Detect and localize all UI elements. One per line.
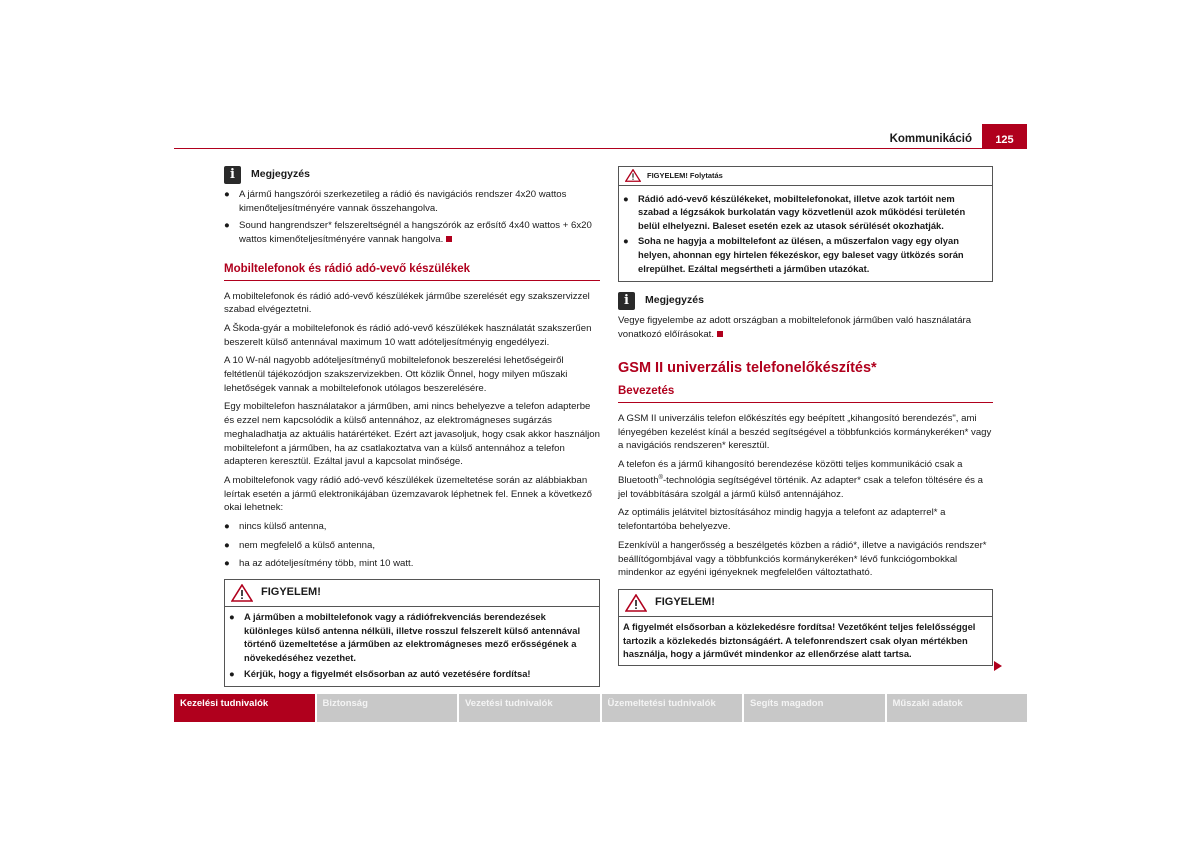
next-page-arrow-icon[interactable] [994,661,1002,671]
paragraph: A Škoda-gyár a mobiltelefonok és rádió adó-vevő készülékek használatát szakszerűen beszerelt külső antennával maximum 10 watt adóteljesítményig engedélyezi. [224,322,592,348]
list-item-text: ha az adóteljesítmény több, mint 10 watt. [239,558,414,570]
list-item [224,557,600,571]
warning-title: FIGYELEM! Folytatás [647,171,723,180]
list-item [623,192,988,233]
paragraph: Az optimális jelátvitel biztosításához mindig hagyja a telefont az adapterrel* a telefontartóba behelyezve. [618,507,946,533]
warning-body: A figyelmét elsősorban a közlekedésre fordítsa! Vezetőként teljes felelősséggel tartozik a közlekedés biztonságáért. A telefonrendszert csak olyan mértékben használja, hogy a járművét mindenkor az ellenőrzése alatt tartsa. [623,621,976,660]
warning-box [618,589,993,666]
paragraph: Ezenkívül a hangerősség a beszélgetés közben a rádió*, illetve a navigációs rendszer* beállítógombjával vagy a többfunkciós kormánykeréken* lévő funkciógombokkal mindenkor az egyéni igényeknek megfelelően változtatható. [618,539,987,579]
list-item-text: A járműben a mobiltelefonok vagy a rádiófrekvenciás berendezések különleges külső antenna nélküli, illetve rosszul felszerelt külső antennával történő üzemeltetése a járműben az elektromágneses mező erősségének a növekedéséhez vezethet. [244,611,581,663]
left-column [224,166,600,687]
chapter-title: Kommunikáció [889,133,972,145]
bullet-icon: ● [224,220,230,232]
paragraph: A 10 W-nál nagyobb adóteljesítményű mobiltelefonok beszerelési lehetőségeiről feltétlenül tájékozódjon szakszervizekben. Ott közlik Önnel, hogy milyen műszaki lehetőségek vannak a mobiltelefonok utólagos beszerelésére. [224,355,568,394]
list-item [229,610,595,664]
paragraph: A telefon és a jármű kihangosító berendezése közötti teljes kommunikáció csak a Bluetooth®-technológia segítségével történik. Az adapter* csak a telefon töltésére és a jel továbbítására szolgál a jármű külső antennájához. [618,459,983,500]
warning-header [225,580,599,607]
warning-triangle-icon [625,594,647,612]
bullet-icon: ● [623,235,629,247]
warning-box [224,579,600,687]
list-item-text: Soha ne hagyja a mobiltelefont az ülésen, a műszerfalon vagy egy olyan helyen, ahonnan egy hirtelen fékezéskor, egy baleset vagy ütközés során elrepülhet. Ezáltal megsértheti a járműben utazókat. [638,235,964,274]
list-item [229,667,595,681]
header-rule [174,148,1027,149]
bullet-icon: ● [229,667,235,679]
end-marker-icon [717,331,723,337]
nav-item-segits[interactable]: Segíts magadon [744,694,885,722]
list-item [224,520,600,534]
paragraph: A GSM II univerzális telefon előkészítés egy beépített „kihangosító berendezés", ami lényegében kezelést kínál a beszéd segítségével a többfunkciós kormánykeréken* vagy a navigációs rendszeren* keresztül. [618,413,992,452]
list-item-text: Sound hangrendszer* felszereltségnél a hangszórók az erősítő 4x40 wattos + 6x20 wattos kimenőteljesítményére vannak hangolva. [239,220,592,246]
warning-header [619,590,992,617]
nav-item-muszaki[interactable]: Műszaki adatok [887,694,1028,722]
warning-title: FIGYELEM! [261,586,321,599]
note-title: Megjegyzés [251,168,310,181]
warning-continued-box [618,166,993,282]
right-column [618,166,993,666]
list-item [224,188,600,215]
list-item-text: Kérjük, hogy a figyelmét elsősorban az autó vezetésére fordítsa! [244,667,531,679]
page-number: 125 [982,124,1027,148]
bullet-icon: ● [224,521,230,533]
bullet-icon: ● [224,558,230,570]
list-item-text: nincs külső antenna, [239,521,327,533]
nav-item-kezelesi[interactable]: Kezelési tudnivalók [174,694,315,722]
warning-header [619,167,992,186]
nav-item-uzemeltetesi[interactable]: Üzemeltetési tudnivalók [602,694,743,722]
bullet-icon: ● [224,539,230,551]
list-item [623,234,988,275]
note-title: Megjegyzés [645,294,704,307]
info-icon: i [618,292,635,310]
paragraph: Egy mobiltelefon használatakor a járműben, ami nincs behelyezve a telefon adapterbe és ezzel nem kapcsolódik a külső antennához, az elektromágneses sugárzás meghaladhatja az aktuális határértéket. Ezért azt javasoljuk, hogy csak akkor használjon mobiltelefont a járműben, ha az csatlakoztatva van a külső antennához a telefon adapteren keresztül. Ezáltal javul a kapcsolat minősége. [224,401,600,468]
paragraph: Vegye figyelembe az adott országban a mobiltelefonok járműben való használatára vonatkozó előírásokat. [618,315,972,340]
note-header [224,166,600,184]
list-item-text: nem megfelelő a külső antenna, [239,539,375,551]
warning-body [225,607,599,686]
list-item-text: Rádió adó-vevő készülékeket, mobiltelefonokat, illetve azok tartóit nem szabad a légzsákok burkolatán vagy közvetlenül azok működési területén belül elhelyezni. Baleset esetén ezek az utasok sérülését okozhatják. [638,192,966,231]
warning-triangle-icon [231,584,253,602]
chapter-heading: GSM II univerzális telefonelőkészítés* [618,359,877,376]
paragraph: A mobiltelefonok és rádió adó-vevő készülékek járműbe szerelését egy szakszervizzel szabad elvégeztetni. [224,290,590,316]
warning-triangle-icon [625,169,641,182]
list-item-text: A jármű hangszórói szerkezetileg a rádió és navigációs rendszer 4x20 wattos kimenőteljesítményére vannak összehangolva. [239,189,567,214]
bullet-icon: ● [229,611,235,623]
list-item [224,539,600,553]
paragraph: A mobiltelefonok vagy rádió adó-vevő készülékek üzemeltetése során az alábbiakban leírtak esetén a jármű elektronikájában üzemzavarok léphetnek fel. Ennek a következő okai lehetnek: [224,474,592,514]
end-marker-icon [446,236,452,242]
note-header [618,292,993,310]
list-item [224,219,600,246]
warning-body [619,186,992,282]
bullet-icon: ● [224,189,230,200]
nav-item-vezetesi[interactable]: Vezetési tudnivalók [459,694,600,722]
warning-title: FIGYELEM! [655,596,715,609]
chapter-navigation [174,694,1027,722]
section-title: Bevezetés [618,385,993,403]
info-icon: i [224,166,241,184]
nav-item-biztonsag[interactable]: Biztonság [317,694,458,722]
bullet-icon: ● [623,192,629,204]
section-title: Mobiltelefonok és rádió adó-vevő készülékek [224,263,600,281]
